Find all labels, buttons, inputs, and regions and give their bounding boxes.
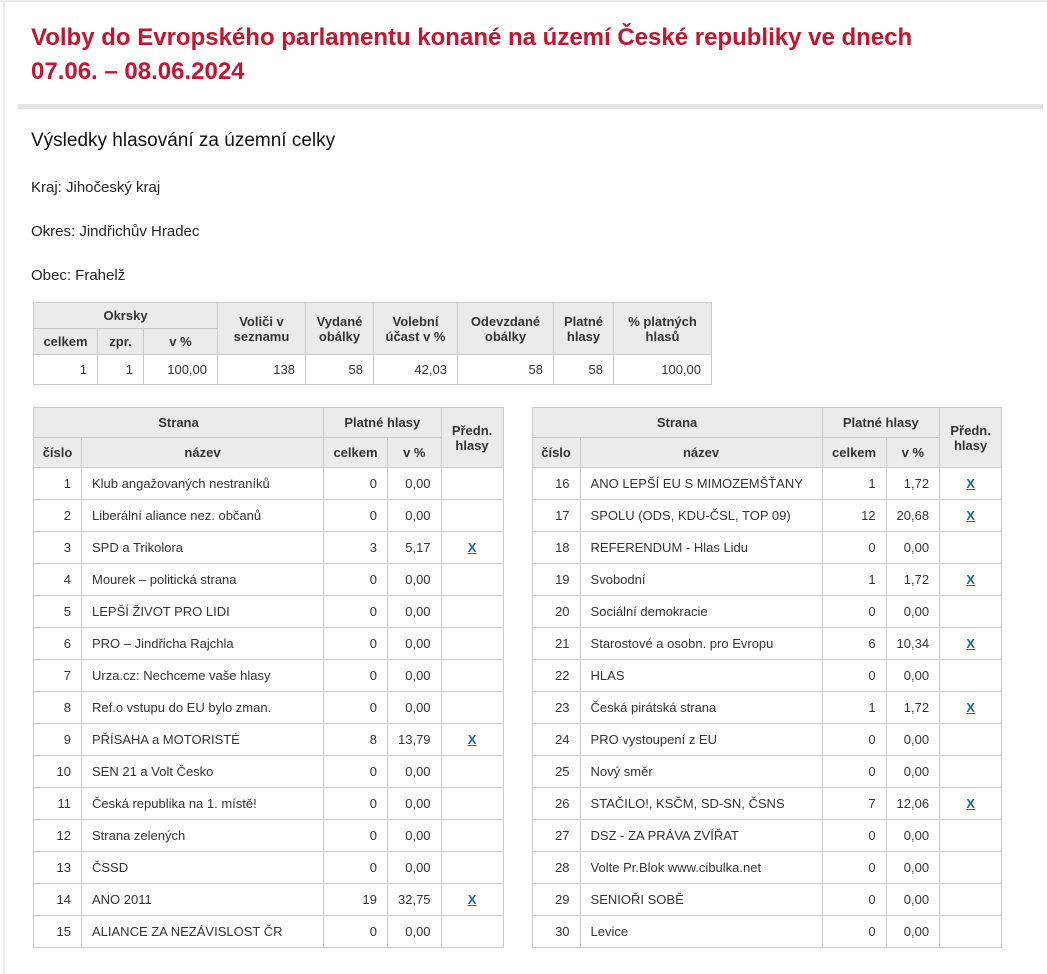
party-name: Ref.o vstupu do EU bylo zman. bbox=[82, 692, 324, 724]
district-line: Okres: Jindřichův Hradec bbox=[31, 223, 200, 240]
party-name: Klub angažovaných nestraníků bbox=[82, 468, 324, 500]
party-number: 28 bbox=[532, 852, 580, 884]
party-votes-total: 0 bbox=[324, 628, 388, 660]
section-title: Výsledky hlasování za územní celky bbox=[31, 130, 336, 151]
party-name: LEPŠÍ ŽIVOT PRO LIDI bbox=[82, 596, 324, 628]
party-name: ALIANCE ZA NEZÁVISLOST ČR bbox=[82, 916, 324, 948]
party-row bbox=[34, 660, 504, 692]
party-votes-percent: 13,79 bbox=[388, 724, 442, 756]
col-header-celkem: celkem bbox=[822, 438, 886, 468]
party-name: HLAS bbox=[580, 660, 822, 692]
turnout-summary-table bbox=[33, 302, 712, 385]
party-votes-total: 0 bbox=[822, 756, 886, 788]
party-name: Strana zelených bbox=[82, 820, 324, 852]
party-name: SEN 21 a Volt Česko bbox=[82, 756, 324, 788]
party-votes-percent: 0,00 bbox=[388, 788, 442, 820]
col-header-vydane-obalky: Vydané obálky bbox=[306, 303, 374, 355]
party-pref-votes-cell bbox=[940, 820, 1002, 852]
party-votes-percent: 0,00 bbox=[886, 884, 940, 916]
party-name: STAČILO!, KSČM, SD-SN, ČSNS bbox=[580, 788, 822, 820]
party-number: 14 bbox=[34, 884, 82, 916]
party-number: 29 bbox=[532, 884, 580, 916]
col-header-predn-hlasy: Předn. hlasy bbox=[940, 408, 1002, 468]
party-number: 19 bbox=[532, 564, 580, 596]
party-pref-votes-cell bbox=[441, 692, 503, 724]
party-number: 2 bbox=[34, 500, 82, 532]
party-votes-percent: 0,00 bbox=[388, 756, 442, 788]
page-title-line1: Volby do Evropského parlamentu konané na území České republiky ve dnech bbox=[31, 24, 913, 51]
party-votes-total: 1 bbox=[822, 468, 886, 500]
party-votes-total: 0 bbox=[324, 468, 388, 500]
party-row bbox=[34, 788, 504, 820]
party-tables-container bbox=[33, 407, 1047, 948]
preferential-votes-link[interactable]: X bbox=[966, 572, 975, 587]
party-name: ANO 2011 bbox=[82, 884, 324, 916]
party-number: 6 bbox=[34, 628, 82, 660]
party-votes-total: 7 bbox=[822, 788, 886, 820]
party-pref-votes-cell bbox=[940, 916, 1002, 948]
page-title-line2: 07.06. – 08.06.2024 bbox=[31, 58, 245, 85]
party-number: 10 bbox=[34, 756, 82, 788]
preferential-votes-link[interactable]: X bbox=[966, 796, 975, 811]
party-pref-votes-cell bbox=[441, 564, 503, 596]
party-name: REFERENDUM - Hlas Lidu bbox=[580, 532, 822, 564]
party-number: 8 bbox=[34, 692, 82, 724]
preferential-votes-link[interactable]: X bbox=[467, 892, 477, 907]
party-pref-votes-cell bbox=[441, 724, 503, 756]
party-pref-votes-cell bbox=[940, 532, 1002, 564]
col-header-okrsky-v-pct: v % bbox=[144, 329, 218, 355]
vydane-obalky-value: 58 bbox=[306, 355, 374, 385]
party-votes-percent: 1,72 bbox=[886, 564, 940, 596]
party-name: Volte Pr.Blok www.cibulka.net bbox=[580, 852, 822, 884]
party-votes-total: 0 bbox=[324, 852, 388, 884]
party-pref-votes-cell bbox=[441, 660, 503, 692]
party-row bbox=[34, 884, 504, 916]
party-pref-votes-cell bbox=[441, 788, 503, 820]
party-pref-votes-cell bbox=[940, 596, 1002, 628]
party-votes-total: 0 bbox=[822, 884, 886, 916]
party-name: Urza.cz: Nechceme vaše hlasy bbox=[82, 660, 324, 692]
col-header-pct-platnych-hlasu: % platných hlasů bbox=[614, 303, 712, 355]
party-votes-percent: 0,00 bbox=[388, 468, 442, 500]
party-votes-percent: 32,75 bbox=[388, 884, 442, 916]
okrsky-v-pct-value: 100,00 bbox=[144, 355, 218, 385]
party-votes-percent: 0,00 bbox=[886, 756, 940, 788]
party-row bbox=[532, 628, 1002, 660]
party-number: 12 bbox=[34, 820, 82, 852]
party-votes-total: 0 bbox=[324, 788, 388, 820]
preferential-votes-link[interactable]: X bbox=[467, 732, 477, 747]
party-row bbox=[34, 756, 504, 788]
party-name: ANO LEPŠÍ EU S MIMOZEMŠŤANY bbox=[580, 468, 822, 500]
col-header-cislo: číslo bbox=[532, 438, 580, 468]
party-pref-votes-cell bbox=[441, 468, 503, 500]
col-header-volici-v-seznamu: Voliči v seznamu bbox=[218, 303, 306, 355]
party-votes-percent: 0,00 bbox=[886, 724, 940, 756]
party-number: 24 bbox=[532, 724, 580, 756]
party-number: 3 bbox=[34, 532, 82, 564]
party-number: 30 bbox=[532, 916, 580, 948]
party-number: 26 bbox=[532, 788, 580, 820]
party-row bbox=[532, 916, 1002, 948]
party-name: Starostové a osobn. pro Evropu bbox=[580, 628, 822, 660]
okrsky-zpr-value: 1 bbox=[98, 355, 144, 385]
party-pref-votes-cell bbox=[441, 916, 503, 948]
page-left-edge-line bbox=[3, 2, 5, 974]
party-votes-total: 0 bbox=[324, 596, 388, 628]
col-header-strana: Strana bbox=[34, 408, 324, 438]
party-votes-total: 0 bbox=[324, 756, 388, 788]
party-number: 13 bbox=[34, 852, 82, 884]
party-name: SPD a Trikolora bbox=[82, 532, 324, 564]
party-votes-total: 0 bbox=[324, 660, 388, 692]
party-name: Česká republika na 1. místě! bbox=[82, 788, 324, 820]
party-results-table-left bbox=[33, 407, 504, 948]
party-number: 25 bbox=[532, 756, 580, 788]
col-header-strana: Strana bbox=[532, 408, 822, 438]
party-votes-total: 0 bbox=[324, 500, 388, 532]
party-pref-votes-cell bbox=[940, 628, 1002, 660]
party-row bbox=[34, 628, 504, 660]
party-name: Česká pirátská strana bbox=[580, 692, 822, 724]
party-row bbox=[532, 468, 1002, 500]
party-votes-total: 0 bbox=[822, 724, 886, 756]
party-number: 11 bbox=[34, 788, 82, 820]
party-votes-total: 12 bbox=[822, 500, 886, 532]
okrsky-celkem-value: 1 bbox=[34, 355, 98, 385]
party-votes-percent: 1,72 bbox=[886, 468, 940, 500]
party-votes-total: 0 bbox=[324, 916, 388, 948]
party-name: Levice bbox=[580, 916, 822, 948]
party-row bbox=[34, 724, 504, 756]
region-line: Kraj: Jihočeský kraj bbox=[31, 179, 161, 196]
party-row bbox=[532, 692, 1002, 724]
party-votes-total: 0 bbox=[324, 820, 388, 852]
municipality-line: Obec: Frahelž bbox=[31, 267, 126, 284]
party-votes-percent: 0,00 bbox=[886, 596, 940, 628]
preferential-votes-link[interactable]: X bbox=[467, 540, 477, 555]
party-row bbox=[532, 756, 1002, 788]
party-pref-votes-cell bbox=[940, 564, 1002, 596]
party-row bbox=[34, 564, 504, 596]
party-votes-total: 0 bbox=[822, 532, 886, 564]
party-pref-votes-cell bbox=[940, 756, 1002, 788]
party-number: 22 bbox=[532, 660, 580, 692]
party-number: 5 bbox=[34, 596, 82, 628]
preferential-votes-link[interactable]: X bbox=[966, 476, 975, 491]
party-votes-percent: 0,00 bbox=[388, 500, 442, 532]
party-votes-percent: 0,00 bbox=[388, 692, 442, 724]
party-pref-votes-cell bbox=[940, 692, 1002, 724]
party-number: 1 bbox=[34, 468, 82, 500]
party-row bbox=[532, 596, 1002, 628]
party-votes-total: 0 bbox=[822, 596, 886, 628]
party-name: PRO vystoupení z EU bbox=[580, 724, 822, 756]
turnout-summary-row bbox=[34, 355, 712, 385]
party-row bbox=[34, 500, 504, 532]
col-header-platne-hlasy: Platné hlasy bbox=[554, 303, 614, 355]
party-pref-votes-cell bbox=[940, 852, 1002, 884]
col-header-okrsky: Okrsky bbox=[34, 303, 218, 329]
party-row bbox=[532, 788, 1002, 820]
col-header-platne-hlasy: Platné hlasy bbox=[324, 408, 442, 438]
party-number: 18 bbox=[532, 532, 580, 564]
party-votes-total: 19 bbox=[324, 884, 388, 916]
party-votes-percent: 12,06 bbox=[886, 788, 940, 820]
col-header-cislo: číslo bbox=[34, 438, 82, 468]
party-name: SENIOŘI SOBĚ bbox=[580, 884, 822, 916]
party-votes-total: 1 bbox=[822, 564, 886, 596]
pct-platnych-hlasu-value: 100,00 bbox=[614, 355, 712, 385]
party-pref-votes-cell bbox=[441, 852, 503, 884]
party-name: Nový směr bbox=[580, 756, 822, 788]
party-row bbox=[34, 532, 504, 564]
party-number: 27 bbox=[532, 820, 580, 852]
volici-v-seznamu-value: 138 bbox=[218, 355, 306, 385]
party-name: Svobodní bbox=[580, 564, 822, 596]
party-votes-total: 0 bbox=[324, 692, 388, 724]
party-number: 21 bbox=[532, 628, 580, 660]
party-pref-votes-cell bbox=[940, 468, 1002, 500]
party-pref-votes-cell bbox=[940, 788, 1002, 820]
col-header-volebni-ucast: Volební účast v % bbox=[374, 303, 458, 355]
party-votes-total: 0 bbox=[822, 660, 886, 692]
col-header-nazev: název bbox=[82, 438, 324, 468]
party-pref-votes-cell bbox=[940, 660, 1002, 692]
party-votes-total: 0 bbox=[324, 564, 388, 596]
party-votes-percent: 0,00 bbox=[388, 660, 442, 692]
party-pref-votes-cell bbox=[940, 724, 1002, 756]
odevzdane-obalky-value: 58 bbox=[458, 355, 554, 385]
party-pref-votes-cell bbox=[940, 884, 1002, 916]
party-votes-percent: 0,00 bbox=[886, 820, 940, 852]
party-votes-percent: 0,00 bbox=[388, 820, 442, 852]
party-row bbox=[532, 820, 1002, 852]
preferential-votes-link[interactable]: X bbox=[966, 508, 975, 523]
page-title bbox=[31, 21, 1017, 89]
party-name: Sociální demokracie bbox=[580, 596, 822, 628]
party-pref-votes-cell bbox=[940, 500, 1002, 532]
party-number: 17 bbox=[532, 500, 580, 532]
party-votes-percent: 0,00 bbox=[388, 852, 442, 884]
party-votes-percent: 0,00 bbox=[886, 852, 940, 884]
party-votes-total: 0 bbox=[822, 916, 886, 948]
party-votes-percent: 0,00 bbox=[388, 628, 442, 660]
party-votes-percent: 0,00 bbox=[886, 916, 940, 948]
party-votes-total: 1 bbox=[822, 692, 886, 724]
party-row bbox=[532, 500, 1002, 532]
party-number: 7 bbox=[34, 660, 82, 692]
party-number: 9 bbox=[34, 724, 82, 756]
party-number: 4 bbox=[34, 564, 82, 596]
party-row bbox=[532, 724, 1002, 756]
col-header-platne-hlasy: Platné hlasy bbox=[822, 408, 940, 438]
party-name: PRO – Jindřicha Rajchla bbox=[82, 628, 324, 660]
party-name: ČSSD bbox=[82, 852, 324, 884]
party-name: Liberální aliance nez. občanů bbox=[82, 500, 324, 532]
col-header-odevzdane-obalky: Odevzdané obálky bbox=[458, 303, 554, 355]
party-votes-percent: 5,17 bbox=[388, 532, 442, 564]
preferential-votes-link[interactable]: X bbox=[966, 700, 975, 715]
party-pref-votes-cell bbox=[441, 820, 503, 852]
party-number: 20 bbox=[532, 596, 580, 628]
party-pref-votes-cell bbox=[441, 532, 503, 564]
col-header-v-pct: v % bbox=[886, 438, 940, 468]
title-divider bbox=[18, 104, 1043, 109]
party-row bbox=[532, 660, 1002, 692]
party-number: 15 bbox=[34, 916, 82, 948]
party-votes-total: 8 bbox=[324, 724, 388, 756]
party-results-table-right bbox=[532, 407, 1003, 948]
col-header-okrsky-celkem: celkem bbox=[34, 329, 98, 355]
party-row bbox=[34, 820, 504, 852]
party-votes-percent: 0,00 bbox=[388, 596, 442, 628]
party-row bbox=[532, 532, 1002, 564]
col-header-v-pct: v % bbox=[388, 438, 442, 468]
party-votes-total: 0 bbox=[822, 852, 886, 884]
party-votes-percent: 0,00 bbox=[388, 916, 442, 948]
party-row bbox=[34, 596, 504, 628]
party-votes-percent: 0,00 bbox=[388, 564, 442, 596]
party-row bbox=[532, 564, 1002, 596]
party-pref-votes-cell bbox=[441, 628, 503, 660]
party-votes-total: 3 bbox=[324, 532, 388, 564]
party-row bbox=[34, 916, 504, 948]
party-votes-percent: 0,00 bbox=[886, 660, 940, 692]
party-pref-votes-cell bbox=[441, 884, 503, 916]
party-name: DSZ - ZA PRÁVA ZVÍŘAT bbox=[580, 820, 822, 852]
party-number: 16 bbox=[532, 468, 580, 500]
col-header-celkem: celkem bbox=[324, 438, 388, 468]
volebni-ucast-value: 42,03 bbox=[374, 355, 458, 385]
platne-hlasy-value: 58 bbox=[554, 355, 614, 385]
party-row bbox=[34, 692, 504, 724]
col-header-okrsky-zpr: zpr. bbox=[98, 329, 144, 355]
party-name: Mourek – politická strana bbox=[82, 564, 324, 596]
party-votes-total: 6 bbox=[822, 628, 886, 660]
party-votes-percent: 10,34 bbox=[886, 628, 940, 660]
party-row bbox=[34, 852, 504, 884]
party-row bbox=[532, 852, 1002, 884]
party-pref-votes-cell bbox=[441, 596, 503, 628]
party-row bbox=[532, 884, 1002, 916]
party-pref-votes-cell bbox=[441, 756, 503, 788]
party-number: 23 bbox=[532, 692, 580, 724]
preferential-votes-link[interactable]: X bbox=[966, 636, 975, 651]
party-name: PŘÍSAHA a MOTORISTÉ bbox=[82, 724, 324, 756]
party-row bbox=[34, 468, 504, 500]
party-votes-percent: 1,72 bbox=[886, 692, 940, 724]
col-header-predn-hlasy: Předn. hlasy bbox=[441, 408, 503, 468]
party-votes-percent: 20,68 bbox=[886, 500, 940, 532]
party-votes-percent: 0,00 bbox=[886, 532, 940, 564]
party-pref-votes-cell bbox=[441, 500, 503, 532]
party-name: SPOLU (ODS, KDU-ČSL, TOP 09) bbox=[580, 500, 822, 532]
party-votes-total: 0 bbox=[822, 820, 886, 852]
col-header-nazev: název bbox=[580, 438, 822, 468]
